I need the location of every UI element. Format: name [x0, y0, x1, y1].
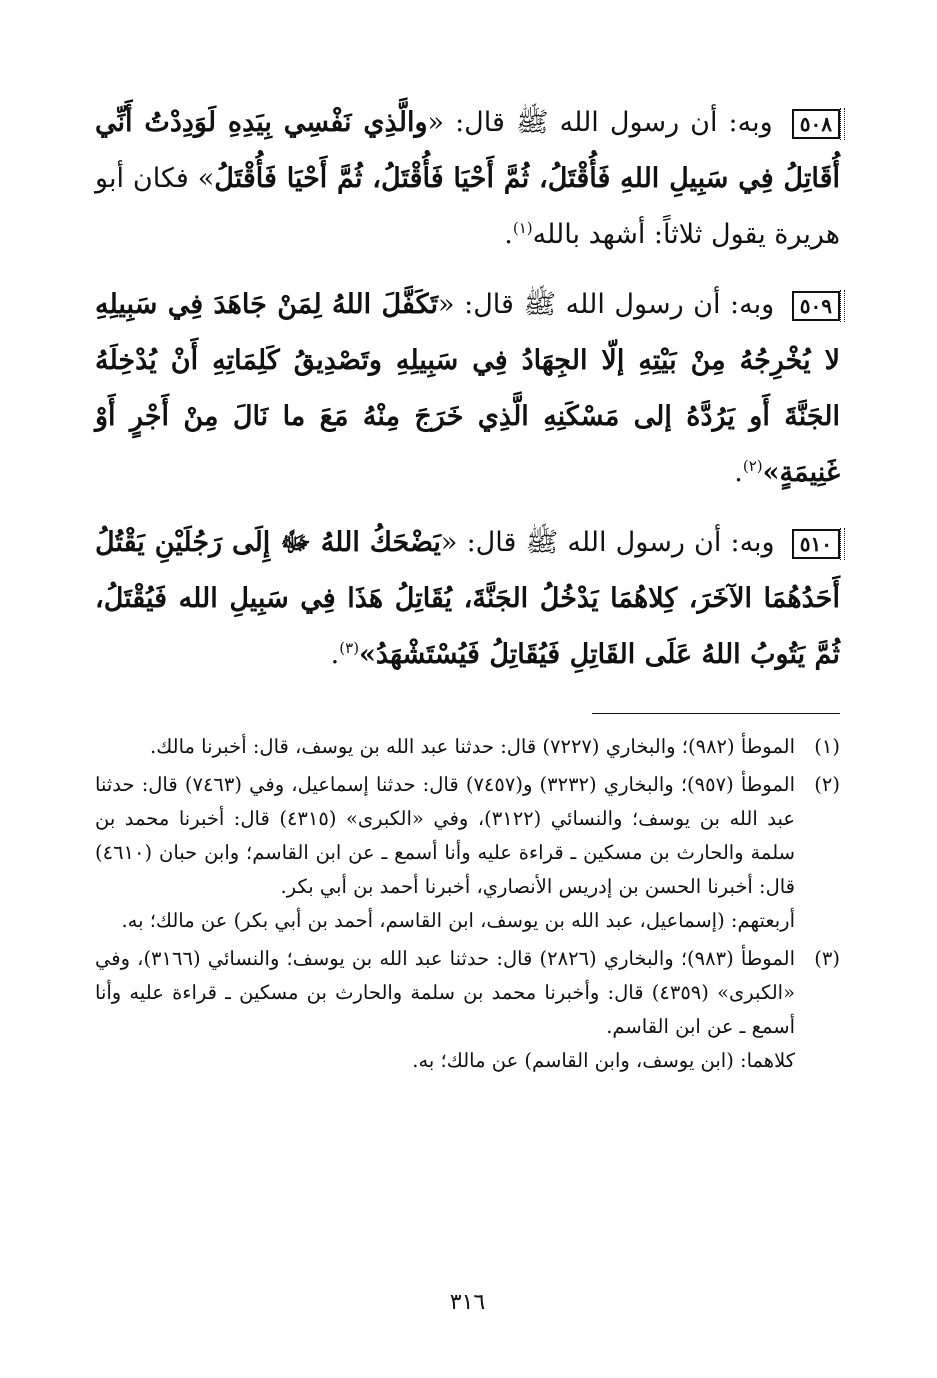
footnote-number: (٣): [814, 947, 840, 970]
hadith-after: »: [359, 639, 376, 670]
hadith-510: [95, 515, 840, 683]
hadith-509: [95, 277, 840, 501]
hadith-number-badge: ٥٠٩: [792, 291, 840, 321]
hadith-end: .: [734, 457, 743, 488]
hadith-text: والَّذِي نَفْسِي بِيَدِهِ لَوَدِدْتُ أَنِّي أُقَاتِلُ فِي سَبِيلِ اللهِ فَأُقْتَلُ، ثُمَّ أَحْيَا فَأُقْتَلُ، ثُمَّ أَحْيَا فَأُقْتَلُ: [95, 107, 840, 194]
footnote-line: أربعتهم: (إسماعيل، عبد الله بن يوسف، ابن القاسم، أحمد بن أبي بكر) عن مالك؛ به.: [121, 909, 795, 932]
footnote-text: [95, 768, 795, 938]
hadith-number-badge: ٥٠٨: [792, 109, 840, 139]
hadith-end: .: [504, 219, 513, 250]
footnote-text: [95, 942, 795, 1078]
hadith-end: .: [330, 639, 340, 670]
footnote-line: الموطأ (٩٥٧)؛ والبخاري (٣٢٣٢) و(٧٤٥٧) قال: حدثنا إسماعيل، وفي (٧٤٦٣) قال: حدثنا عبد الله بن يوسف؛ والنسائي (٣١٢٢)، وفي «الكبرى» (٤٣١٥) قال: أخبرنا محمد بن سلمة والحارث بن مسكين ـ قراءة عليه وأنا أسمع ـ عن ابن القاسم؛ وابن حبان (٤٦١٠) قال: أخبرنا الحسن بن إدريس الأنصاري، أخبرنا أحمد بن أبي بكر.: [95, 773, 795, 898]
hadith-text: يَضْحَكُ اللهُ ﷻ إِلَى رَجُلَيْنِ يَقْتُلُ أَحَدُهُمَا الآخَرَ، كِلاهُمَا يَدْخُلُ الجَنَّةَ، يُقَاتِلُ هَذَا فِي سَبِيلِ الله فَيُقْتَلُ، ثُمَّ يَتُوبُ اللهُ عَلَى القَاتِلِ فَيُقَاتِلُ فَيُسْتَشْهَدُ: [95, 527, 840, 670]
hadith-intro: وبه: أن رسول الله ﷺ قال: «: [440, 527, 775, 558]
hadith-intro: وبه: أن رسول الله ﷺ قال: «: [427, 107, 773, 138]
page-number: ٣١٦: [449, 1290, 486, 1315]
hadith-after: »: [762, 457, 780, 488]
footnote-line: الموطأ (٩٨٢)؛ والبخاري (٧٢٢٧) قال: حدثنا عبد الله بن يوسف، قال: أخبرنا مالك.: [150, 735, 795, 758]
footnote-number: (١): [814, 735, 840, 758]
footnote-number: (٢): [814, 773, 840, 796]
book-page: [95, 95, 840, 1335]
footnote-ref: (٢): [742, 457, 763, 475]
hadith-after: » فكان أبو هريرة يقول ثلاثاً: أشهد بالله: [95, 163, 840, 250]
hadith-number-badge: ٥١٠: [792, 529, 840, 559]
hadith-508: [95, 95, 840, 263]
footnote-ref: (١): [512, 219, 533, 237]
footnote-3: [95, 942, 840, 1078]
footnote-2: [95, 768, 840, 938]
footnote-text: [95, 730, 795, 764]
hadith-intro: وبه: أن رسول الله ﷺ قال: «: [438, 289, 775, 320]
footnote-line: الموطأ (٩٨٣)؛ والبخاري (٢٨٢٦) قال: حدثنا عبد الله بن يوسف؛ والنسائي (٣١٦٦)، وفي «الكبرى» (٤٣٥٩) قال: وأخبرنا محمد بن سلمة والحارث بن مسكين ـ قراءة عليه وأنا أسمع ـ عن ابن القاسم.: [95, 947, 796, 1038]
footnote-separator: [592, 713, 840, 714]
footnote-ref: (٣): [339, 639, 360, 657]
footnote-line: كلاهما: (ابن يوسف، وابن القاسم) عن مالك؛ به.: [412, 1049, 795, 1072]
footnote-1: [95, 730, 840, 764]
hadith-text: تَكَفَّلَ اللهُ لِمَنْ جَاهَدَ فِي سَبِيلِهِ لا يُخْرِجُهُ مِنْ بَيْتِهِ إلّا الجِهَادُ فِي سَبِيلِهِ وتَصْدِيقُ كَلِمَاتِهِ أَنْ يُدْخِلَهُ الجَنَّةَ أَو يَرُدَّهُ إلى مَسْكَنِهِ الَّذِي خَرَجَ مِنْهُ مَعَ ما نَالَ مِنْ أَجْرٍ أَوْ غَنِيمَةٍ: [95, 289, 840, 488]
